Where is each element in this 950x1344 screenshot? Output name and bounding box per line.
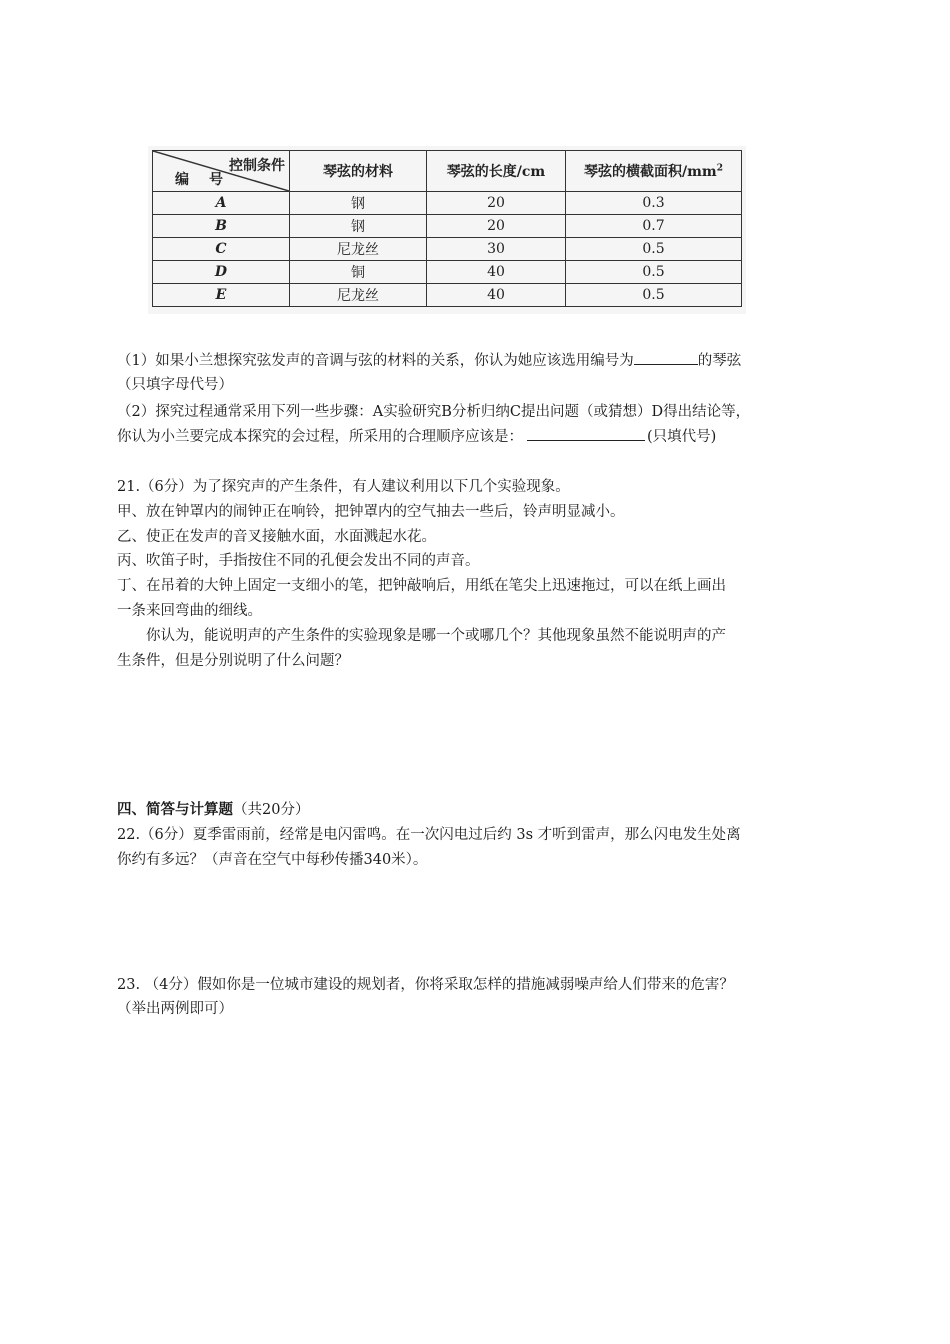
header-area-text: 琴弦的横截面积/mm (583, 164, 717, 180)
q20-part1-line2: （只填字母代号） (117, 377, 233, 393)
header-number: 编号 (175, 172, 243, 188)
q20-part2-line2 (117, 426, 716, 447)
row-length: 40 (427, 284, 566, 307)
section4-title: 四、简答与计算题 (117, 801, 233, 818)
row-area: 0.7 (566, 215, 742, 238)
row-length: 30 (427, 238, 566, 261)
section4-score: （共20分） (233, 802, 310, 818)
string-conditions-table-figure (148, 146, 746, 314)
row-length: 20 (427, 215, 566, 238)
table-row (153, 284, 742, 307)
row-material: 尼龙丝 (290, 284, 427, 307)
row-id: D (153, 261, 290, 284)
string-conditions-table (152, 150, 742, 307)
row-material: 钢 (290, 215, 427, 238)
row-area: 0.5 (566, 284, 742, 307)
header-area (566, 151, 742, 192)
q20-part2-text-end: (只填代号) (647, 429, 717, 445)
row-material: 铜 (290, 261, 427, 284)
table-header-row (153, 151, 742, 192)
q20-part1-text-end: 的琴弦 (697, 353, 742, 369)
row-id: C (153, 238, 290, 261)
q21-item-yi: 乙、使正在发声的音叉接触水面，水面溅起水花。 (117, 529, 436, 545)
row-area: 0.3 (566, 192, 742, 215)
row-material: 尼龙丝 (290, 238, 427, 261)
q21-item-bing: 丙、吹笛子时，手指按住不同的孔便会发出不同的声音。 (117, 553, 480, 569)
q21-title: 21.（6分）为了探究声的产生条件，有人建议利用以下几个实验现象。 (117, 479, 570, 495)
table-row (153, 261, 742, 284)
header-material: 琴弦的材料 (290, 151, 427, 192)
q20-part1-answer-blank[interactable] (634, 350, 698, 365)
section4-heading (117, 800, 309, 820)
q23-line2: （举出两例即可） (117, 1001, 233, 1017)
row-id: A (153, 192, 290, 215)
row-id: E (153, 284, 290, 307)
q21-question-line2: 生条件，但是分别说明了什么问题？ (117, 653, 349, 669)
header-control-conditions: 控制条件 (229, 158, 285, 174)
q20-part1-text: （1）如果小兰想探究弦发声的音调与弦的材料的关系，你认为她应该选用编号为 (117, 353, 634, 369)
row-id: B (153, 215, 290, 238)
row-length: 40 (427, 261, 566, 284)
q21-item-ding-line1: 丁、在吊着的大钟上固定一支细小的笔，把钟敲响后，用纸在笔尖上迅速拖过，可以在纸上画出 (117, 578, 726, 594)
q21-question-line1: 你认为，能说明声的产生条件的实验现象是哪一个或哪几个？其他现象虽然不能说明声的产 (146, 628, 726, 644)
row-material: 钢 (290, 192, 427, 215)
q21-item-jia: 甲、放在钟罩内的闹钟正在响铃，把钟罩内的空气抽去一些后，铃声明显减小。 (117, 504, 625, 520)
q22-line1: 22.（6分）夏季雷雨前，经常是电闪雷鸣。在一次闪电过后约 3s 才听到雷声，那么闪电发生处离 (117, 827, 741, 843)
row-area: 0.5 (566, 238, 742, 261)
diagonal-header-cell (153, 151, 290, 192)
row-area: 0.5 (566, 261, 742, 284)
q20-part2-answer-blank[interactable] (527, 426, 645, 441)
q20-part1-line1 (117, 350, 741, 371)
table-row (153, 215, 742, 238)
q22-line2: 你约有多远？（声音在空气中每秒传播340米）。 (117, 852, 428, 868)
q20-part2-line1: （2）探究过程通常采用下列一些步骤：A实验研究B分析归纳C提出问题（或猜想）D得出结论等， (117, 404, 751, 420)
header-length: 琴弦的长度/cm (427, 151, 566, 192)
header-area-sup: 2 (716, 163, 723, 174)
table-row (153, 238, 742, 261)
table-row (153, 192, 742, 215)
q23-line1: 23. （4分）假如你是一位城市建设的规划者，你将采取怎样的措施减弱噪声给人们带来的危害？ (117, 977, 734, 993)
q20-part2-text: 你认为小兰要完成本探究的会过程，所采用的合理顺序应该是： (117, 429, 523, 445)
row-length: 20 (427, 192, 566, 215)
q21-item-ding-line2: 一条来回弯曲的细线。 (117, 603, 262, 619)
